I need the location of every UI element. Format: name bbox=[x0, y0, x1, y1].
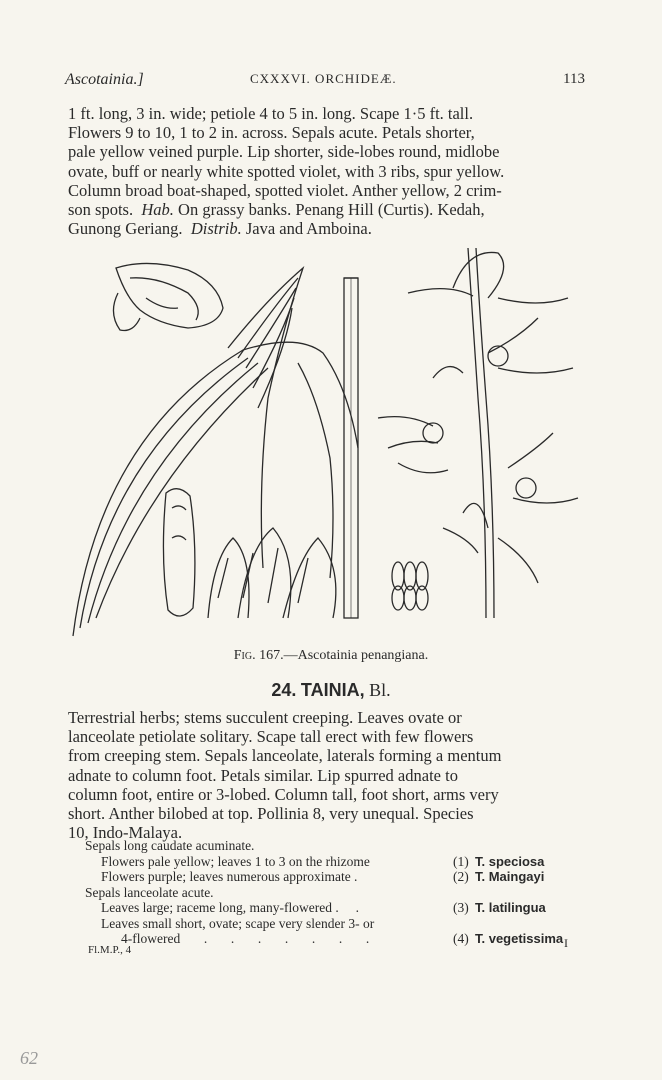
genus-description bbox=[68, 708, 590, 842]
text-line bbox=[68, 200, 590, 219]
key-row bbox=[85, 916, 585, 932]
text-line: short. Anther bilobed at top. Pollinia 8, very unequal. Species bbox=[68, 804, 474, 824]
text-line: lanceolate petiolate solitary. Scape tall erect with few flowers bbox=[68, 727, 474, 747]
text-line: 1 ft. long, 3 in. wide; petiole 4 to 5 in. long. Scape 1·5 ft. tall. bbox=[68, 104, 474, 123]
text-line: adnate to column foot. Petals similar. Lip spurred adnate to bbox=[68, 765, 458, 785]
genus-author: Bl. bbox=[369, 680, 391, 700]
hab-label: Hab. bbox=[141, 200, 174, 220]
text-fragment: Gunong Geriang. bbox=[68, 219, 183, 239]
orchid-illustration bbox=[68, 238, 590, 640]
key-number: (1) bbox=[453, 853, 469, 869]
pollinia-sketch bbox=[392, 562, 428, 610]
key-number: (3) bbox=[453, 900, 469, 915]
key-text: Leaves small short, ovate; scape very slender 3- or bbox=[101, 915, 375, 931]
species-key bbox=[85, 838, 585, 947]
signature-number: I bbox=[564, 936, 568, 950]
key-species: T. speciosa bbox=[475, 853, 545, 869]
scape-sketch bbox=[344, 278, 358, 618]
key-text: 4-flowered . . . . . . . bbox=[121, 931, 370, 946]
species-description bbox=[68, 104, 590, 238]
page-number: 113 bbox=[563, 71, 585, 87]
key-row bbox=[85, 869, 585, 885]
text-line: Column broad boat-shaped, spotted violet. Anther yellow, 2 crim- bbox=[68, 180, 502, 200]
header-family: CXXXVI. ORCHIDEÆ. bbox=[250, 71, 397, 86]
key-row bbox=[85, 838, 585, 854]
key-row bbox=[85, 931, 585, 947]
flower-detail-sketch bbox=[113, 263, 223, 330]
text-fragment: son spots. bbox=[68, 200, 134, 220]
key-text: Sepals long caudate acuminate. bbox=[85, 838, 255, 853]
key-species: T. latilingua bbox=[475, 900, 546, 915]
genus-number: 24. bbox=[271, 680, 297, 700]
hab-text: On grassy banks. Penang Hill (Curtis). Kedah, bbox=[178, 200, 485, 220]
key-text: Flowers pale yellow; leaves 1 to 3 on the rhizome bbox=[101, 853, 370, 869]
text-line: pale yellow veined purple. Lip shorter, side-lobes round, midlobe bbox=[68, 142, 500, 162]
running-header bbox=[65, 71, 585, 93]
key-text: Flowers purple; leaves numerous approximate . bbox=[101, 869, 358, 884]
caption-prefix: Fig. bbox=[233, 648, 256, 663]
distrib-text: Java and Amboina. bbox=[245, 219, 372, 239]
key-text: Sepals lanceolate acute. bbox=[85, 884, 214, 900]
key-row bbox=[85, 854, 585, 870]
key-species: T. Maingayi bbox=[475, 869, 545, 884]
key-text: Leaves large; raceme long, many-flowered . . bbox=[101, 900, 360, 915]
genus-heading bbox=[0, 680, 662, 701]
figure-caption bbox=[0, 648, 662, 664]
key-row bbox=[85, 900, 585, 916]
bulbs-sketch bbox=[208, 528, 336, 618]
key-species: T. vegetissima bbox=[475, 931, 564, 946]
text-line: Flowers 9 to 10, 1 to 2 in. across. Sepals acute. Petals shorter, bbox=[68, 123, 475, 143]
key-number: (2) bbox=[453, 869, 469, 884]
text-line: ovate, buff or nearly white spotted violet, with 3 ribs, spur yellow. bbox=[68, 161, 505, 181]
key-row bbox=[85, 885, 585, 901]
header-genus: Ascotainia.] bbox=[65, 71, 144, 88]
text-line: 10, Indo-Malaya. bbox=[68, 823, 183, 843]
text-line: column foot, entire or 3-lobed. Column tall, foot short, arms very bbox=[68, 784, 499, 804]
pencil-margin-note: 62 bbox=[20, 1048, 38, 1068]
genus-name: TAINIA, bbox=[300, 680, 365, 700]
text-line bbox=[68, 219, 590, 238]
footer-signature-mark: Fl.M.P., 4 bbox=[88, 944, 132, 956]
distrib-label: Distrib. bbox=[190, 219, 242, 239]
text-line: from creeping stem. Sepals lanceolate, laterals forming a mentum bbox=[68, 746, 502, 766]
key-number: (4) bbox=[453, 931, 469, 946]
caption-text: 167.—Ascotainia penangiana. bbox=[259, 648, 429, 663]
text-line: Terrestrial herbs; stems succulent creeping. Leaves ovate or bbox=[68, 708, 462, 727]
column-detail-sketch bbox=[163, 489, 194, 616]
